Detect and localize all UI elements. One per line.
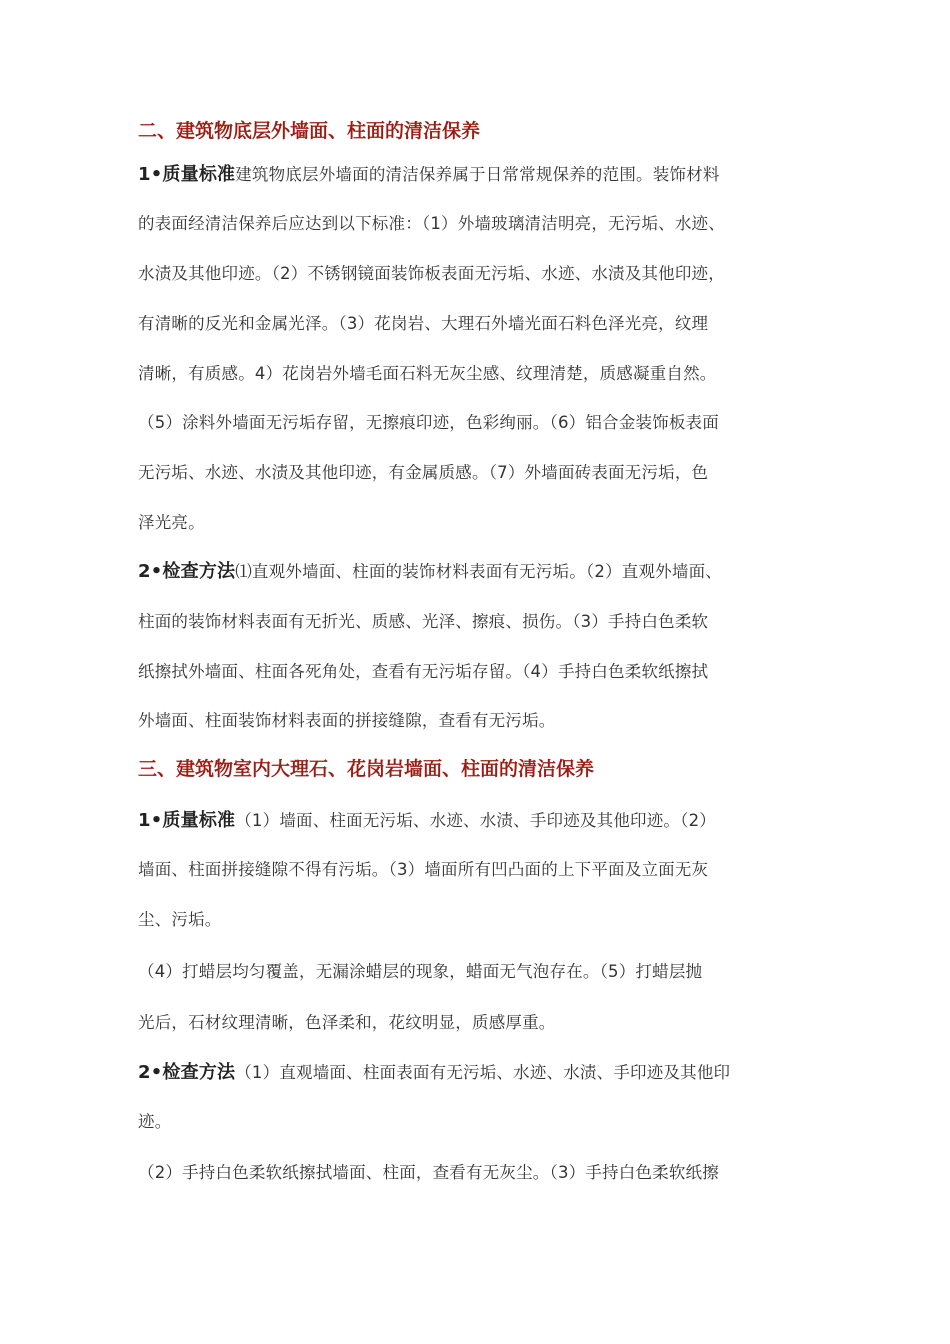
paragraph-line: 柱面的装饰材料表面有无折光、质感、光泽、擦痕、损伤。（3）手持白色柔软 <box>138 612 709 631</box>
paragraph-text: （1）直观墙面、柱面表面有无污垢、水迹、水渍、手印迹及其他印 <box>235 1063 731 1082</box>
paragraph-line: 有清晰的反光和金属光泽。（3）花岗岩、大理石外墙光面石料色泽光亮，纹理 <box>138 314 709 333</box>
paragraph-text: 建筑物底层外墙面的清洁保养属于日常常规保养的范围。装饰材料 <box>235 165 720 184</box>
section-heading-exterior-walls: 二、建筑物底层外墙面、柱面的清洁保养 <box>138 120 481 142</box>
paragraph-line: 泽光亮。 <box>138 513 205 532</box>
inspection-method-label: 2•检查方法 <box>138 561 236 582</box>
paragraph-line: 光后，石材纹理清晰，色泽柔和，花纹明显，质感厚重。 <box>138 1013 556 1032</box>
paragraph-line: （5）涂料外墙面无污垢存留，无擦痕印迹，色彩绚丽。（6）铝合金装饰板表面 <box>138 413 719 432</box>
paragraph-line: 外墙面、柱面装饰材料表面的拼接缝隙，查看有无污垢。 <box>138 711 556 730</box>
paragraph-line: 无污垢、水迹、水渍及其他印迹，有金属质感。（7）外墙面砖表面无污垢，色 <box>138 463 709 482</box>
paragraph-line: 迹。 <box>138 1112 172 1131</box>
paragraph-line: （4）打蜡层均匀覆盖，无漏涂蜡层的现象，蜡面无气泡存在。（5）打蜡层抛 <box>138 962 703 981</box>
paragraph-line: 的表面经清洁保养后应达到以下标准：（1）外墙玻璃清洁明亮，无污垢、水迹、 <box>138 214 725 233</box>
paragraph-line <box>138 160 720 186</box>
quality-standard-label: 1•质量标准 <box>138 164 236 185</box>
paragraph-line: 墙面、柱面拼接缝隙不得有污垢。（3）墙面所有凹凸面的上下平面及立面无灰 <box>138 860 709 879</box>
paragraph-line <box>138 806 716 832</box>
paragraph-line <box>138 557 722 583</box>
quality-standard-label: 1•质量标准 <box>138 810 236 831</box>
paragraph-line: 水渍及其他印迹。（2）不锈钢镜面装饰板表面无污垢、水迹、水渍及其他印迹， <box>138 264 725 283</box>
paragraph-line <box>138 1058 730 1084</box>
paragraph-line: （2）手持白色柔软纸擦拭墙面、柱面，查看有无灰尘。（3）手持白色柔软纸擦 <box>138 1163 719 1182</box>
paragraph-line: 尘、污垢。 <box>138 910 222 929</box>
paragraph-line: 纸擦拭外墙面、柱面各死角处，查看有无污垢存留。（4）手持白色柔软纸擦拭 <box>138 662 709 681</box>
paragraph-text: （1）墙面、柱面无污垢、水迹、水渍、手印迹及其他印迹。（2） <box>235 811 716 830</box>
inspection-method-label: 2•检查方法 <box>138 1062 236 1083</box>
section-heading-interior-stone-walls: 三、建筑物室内大理石、花岗岩墙面、柱面的清洁保养 <box>138 758 595 780</box>
paragraph-text: ⑴直观外墙面、柱面的装饰材料表面有无污垢。（2）直观外墙面、 <box>235 562 722 581</box>
paragraph-line: 清晰，有质感。4）花岗岩外墙毛面石料无灰尘感、纹理清楚，质感凝重自然。 <box>138 364 717 383</box>
